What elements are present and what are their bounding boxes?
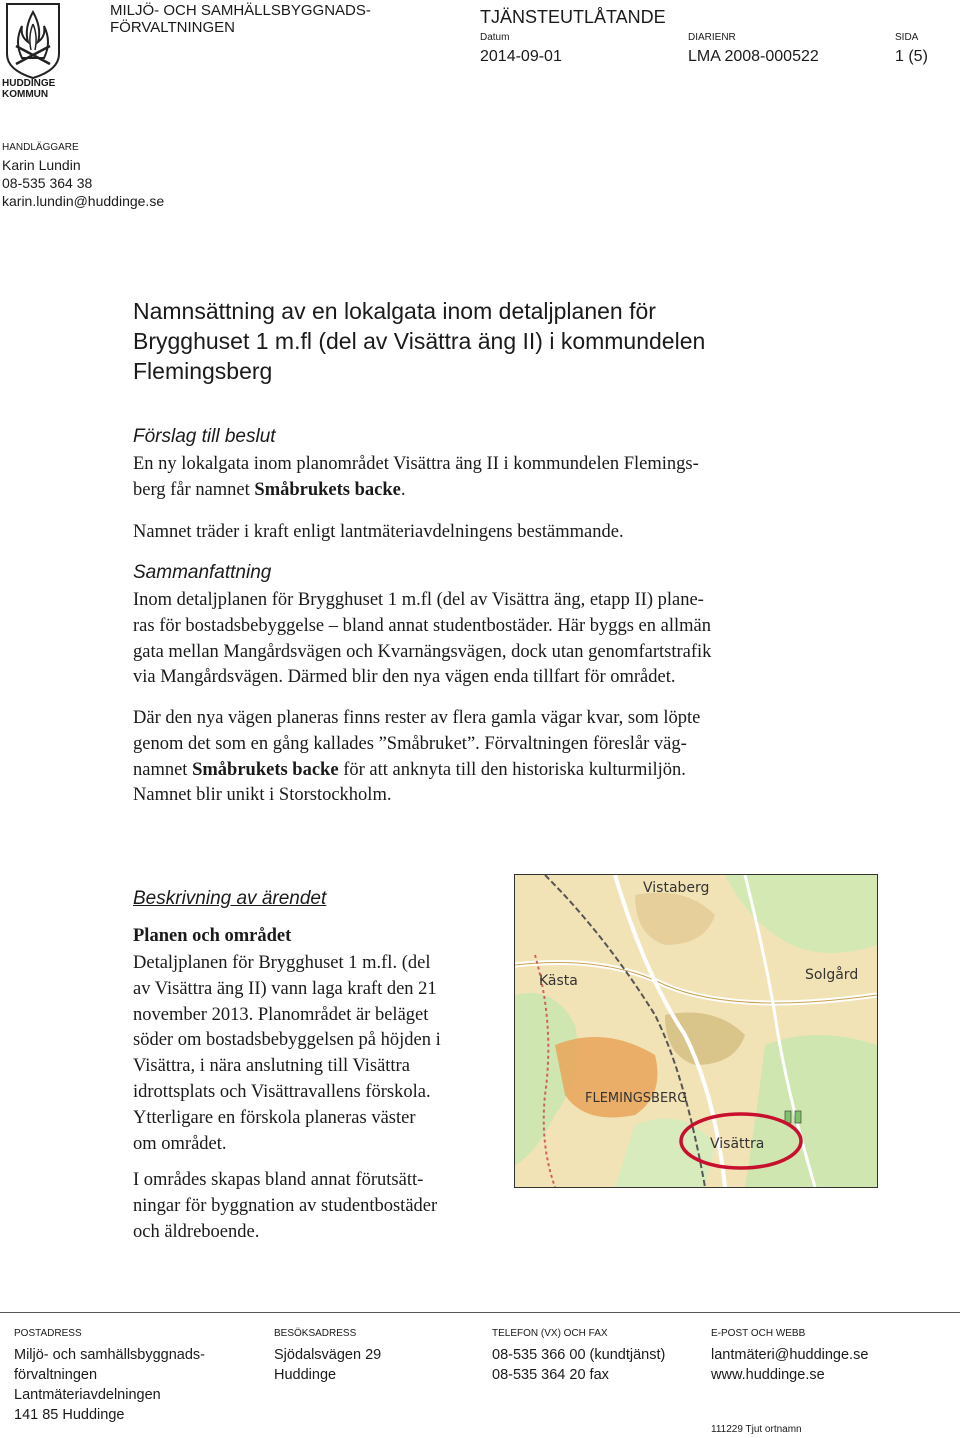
sammanfattning-paragraph (133, 588, 823, 691)
date-label: Datum (480, 32, 510, 43)
map-sports-field (795, 1111, 801, 1123)
handlaggare-block (2, 142, 164, 210)
logo-wordmark: HUDDINGE KOMMUN (2, 78, 56, 100)
location-map (514, 874, 878, 1188)
forslag-paragraph-2: Namnet träder i kraft enligt lantmäteriavdelningens bestämmande. (133, 522, 624, 542)
footer-line: 08-535 366 00 (kundtjänst) (492, 1347, 666, 1363)
planen-paragraph-2 (133, 1168, 503, 1245)
footer-divider (0, 1312, 960, 1313)
handlaggare-email: karin.lundin@huddinge.se (2, 193, 165, 209)
department-name (110, 2, 371, 36)
footer-telefon (492, 1327, 665, 1385)
map-label-solgard: Solgård (805, 967, 859, 983)
footer-line: 08-535 364 20 fax (492, 1367, 609, 1383)
text-line: söder om bostadsbebyggelsen på höjden i (133, 1030, 441, 1051)
department-line: FÖRVALTNINGEN (110, 19, 236, 36)
page-value: 1 (5) (895, 48, 928, 65)
doc-type: TJÄNSTEUTLÅTANDE (480, 7, 666, 27)
map-label-flemingsberg: FLEMINGSBERG (585, 1091, 688, 1106)
text-line: genom det som en gång kallades ”Småbruket”. Förvaltningen föreslår väg- (133, 733, 687, 754)
text-span: berg får namnet (133, 479, 255, 500)
footer-line: Miljö- och samhällsbyggnads- (14, 1347, 205, 1363)
proposed-name: Småbrukets backe (192, 759, 339, 780)
map-label-kasta: Kästa (539, 973, 578, 989)
footer-line: förvaltningen (14, 1367, 98, 1383)
text-span: . (400, 479, 406, 500)
text-line: gata mellan Mangårdsvägen och Kvarnängsvägen, dock utan genomfartstrafik (133, 641, 712, 662)
sammanfattning-paragraph-2 (133, 706, 823, 809)
text-line: idrottsplats och Visättravallens förskola. (133, 1081, 431, 1102)
footer-besoksadress (274, 1327, 381, 1385)
text-line: via Mangårdsvägen. Därmed blir den nya vägen enda tillfart för området. (133, 667, 676, 688)
diarienr-value: LMA 2008-000522 (688, 48, 819, 65)
footer-label: BESÖKSADRESS (274, 1328, 357, 1339)
text-line: Där den nya vägen planeras finns rester av flera gamla vägar kvar, som löpte (133, 708, 701, 728)
footer-label: TELEFON (VX) OCH FAX (492, 1328, 608, 1339)
text-line: ningar för byggnation av studentbostäder (133, 1195, 438, 1216)
footer-label: POSTADRESS (14, 1328, 82, 1339)
planen-heading: Planen och området (133, 926, 292, 946)
text-line: Detaljplanen för Brygghuset 1 m.fl. (del (133, 953, 431, 973)
map-graphic (515, 875, 877, 1187)
planen-paragraph (133, 951, 503, 1157)
text-line: Inom detaljplanen för Brygghuset 1 m.fl (del av Visättra äng, etapp II) plane- (133, 590, 704, 610)
text-line: om området. (133, 1133, 227, 1154)
footer-epost (711, 1327, 868, 1385)
handlaggare-phone: 08-535 364 38 (2, 175, 93, 191)
map-label-vistaberg: Vistaberg (643, 880, 710, 896)
map-label-visattra: Visättra (710, 1136, 765, 1152)
handlaggare-label: HANDLÄGGARE (2, 142, 79, 153)
text-line: av Visättra äng II) vann laga kraft den 21 (133, 978, 437, 999)
text-line: november 2013. Planområdet är beläget (133, 1004, 429, 1025)
text-line: ras för bostadsbebyggelse – bland annat studentbostäder. Här byggs en allmän (133, 615, 711, 636)
footer-label: E-POST OCH WEBB (711, 1328, 806, 1339)
huddinge-logo (2, 2, 64, 100)
beskrivning-heading: Beskrivning av ärendet (133, 888, 327, 909)
footer-line: 141 85 Huddinge (14, 1407, 125, 1423)
text-span: En ny lokalgata inom planområdet Visättra äng II i kommundelen Flemings- (133, 454, 699, 474)
text-line: och äldreboende. (133, 1221, 260, 1242)
footer-line: Lantmäteriavdelningen (14, 1387, 161, 1403)
title-line: Flemingsberg (133, 358, 273, 384)
footer-postadress (14, 1327, 205, 1425)
handlaggare-name: Karin Lundin (2, 157, 81, 173)
proposed-name: Småbrukets backe (254, 479, 401, 500)
footer-web-link[interactable]: www.huddinge.se (711, 1367, 825, 1383)
forslag-paragraph (133, 452, 833, 504)
text-line: Visättra, i nära anslutning till Visättra (133, 1056, 410, 1077)
text-span: för att anknyta till den historiska kulturmiljön. (338, 759, 686, 780)
sammanfattning-heading: Sammanfattning (133, 562, 272, 583)
footer-line: Huddinge (274, 1367, 337, 1383)
footer-line: Sjödalsvägen 29 (274, 1347, 382, 1363)
department-line: MILJÖ- OCH SAMHÄLLSBYGGNADS- (110, 2, 371, 19)
diarienr-label: DIARIENR (688, 32, 736, 43)
date-value: 2014-09-01 (480, 48, 562, 65)
text-line: Ytterligare en förskola planeras väster (133, 1107, 416, 1128)
text-line: Namnet blir unikt i Storstockholm. (133, 785, 392, 806)
footer-email-link[interactable]: lantmäteri@huddinge.se (711, 1347, 869, 1363)
text-line: I områdes skapas bland annat förutsätt- (133, 1170, 424, 1190)
text-span: namnet (133, 759, 193, 780)
title-line: Brygghuset 1 m.fl (del av Visättra äng II) i kommundelen (133, 328, 706, 354)
doc-reference: 111229 Tjut ortnamn (711, 1424, 802, 1435)
title-line: Namnsättning av en lokalgata inom detaljplanen för (133, 298, 656, 324)
page-title (133, 296, 853, 386)
forslag-heading: Förslag till beslut (133, 426, 276, 447)
page-label: SIDA (895, 32, 919, 43)
